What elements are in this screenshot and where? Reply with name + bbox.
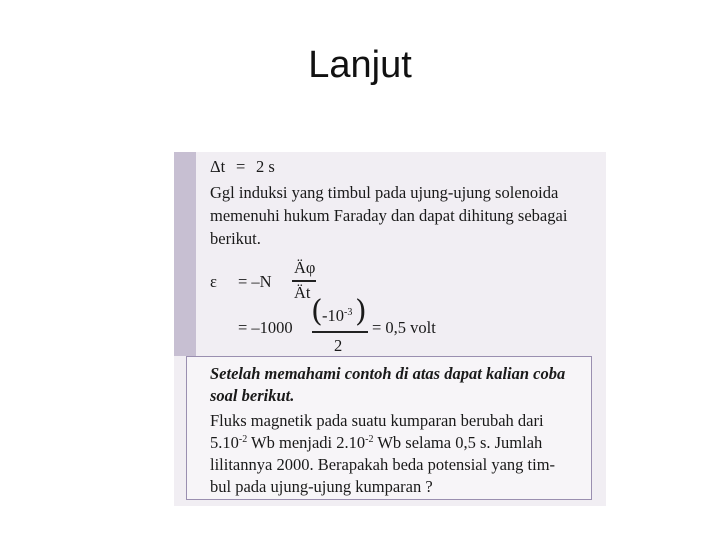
exercise-line-2-c: Wb selama 0,5 s. Jumlah (373, 433, 543, 452)
exercise-heading-1: Setelah memahami contoh di atas dapat kalian coba (210, 364, 566, 383)
emf-rhs: = –N (238, 272, 272, 291)
fraction-1-bar (292, 280, 316, 282)
fraction-2-bar (312, 331, 368, 333)
fraction-1-numerator: Äφ (294, 258, 316, 277)
exercise-line-2-b: Wb menjadi 2.10 (247, 433, 366, 452)
exercise-line-4: bul pada ujung-ujung kumparan ? (210, 477, 433, 496)
delta-t-equals: = (236, 157, 246, 176)
close-paren: ) (355, 294, 367, 329)
exercise-line-2-exp-1: -2 (238, 434, 248, 445)
paragraph-line-3: berikut. (210, 229, 261, 248)
exercise-line-3: lilitannya 2000. Berapakah beda potensial yang tim- (210, 455, 556, 474)
open-paren: ( (311, 294, 323, 329)
exercise-heading-2: soal berikut. (210, 386, 295, 405)
textbook-excerpt-image (174, 152, 606, 506)
fraction-2-numerator (322, 308, 352, 325)
exercise-line-2 (210, 435, 542, 452)
fraction-2-numerator-base: -10 (322, 306, 344, 325)
paragraph-line-1: Ggl induksi yang timbul pada ujung-ujung solenoida (210, 183, 559, 202)
fraction-1-denominator: Ät (294, 283, 311, 302)
exercise-line-2-a: 5.10 (210, 433, 239, 452)
fraction-2-denominator: 2 (334, 336, 343, 355)
delta-t-value: 2 s (256, 157, 275, 176)
result: = 0,5 volt (372, 318, 436, 337)
exercise-line-1: Fluks magnetik pada suatu kumparan berubah dari (210, 411, 544, 430)
line2-lhs: = –1000 (238, 318, 293, 337)
emf-symbol: ε (210, 272, 217, 291)
fraction-2-numerator-exp: -3 (344, 307, 353, 318)
exercise-line-2-exp-2: -2 (365, 434, 374, 445)
slide-title: Lanjut (308, 44, 412, 86)
paragraph-line-2: memenuhi hukum Faraday dan dapat dihitung sebagai (210, 206, 568, 225)
delta-t-symbol: Δt (210, 157, 226, 176)
margin-bar (174, 152, 196, 356)
